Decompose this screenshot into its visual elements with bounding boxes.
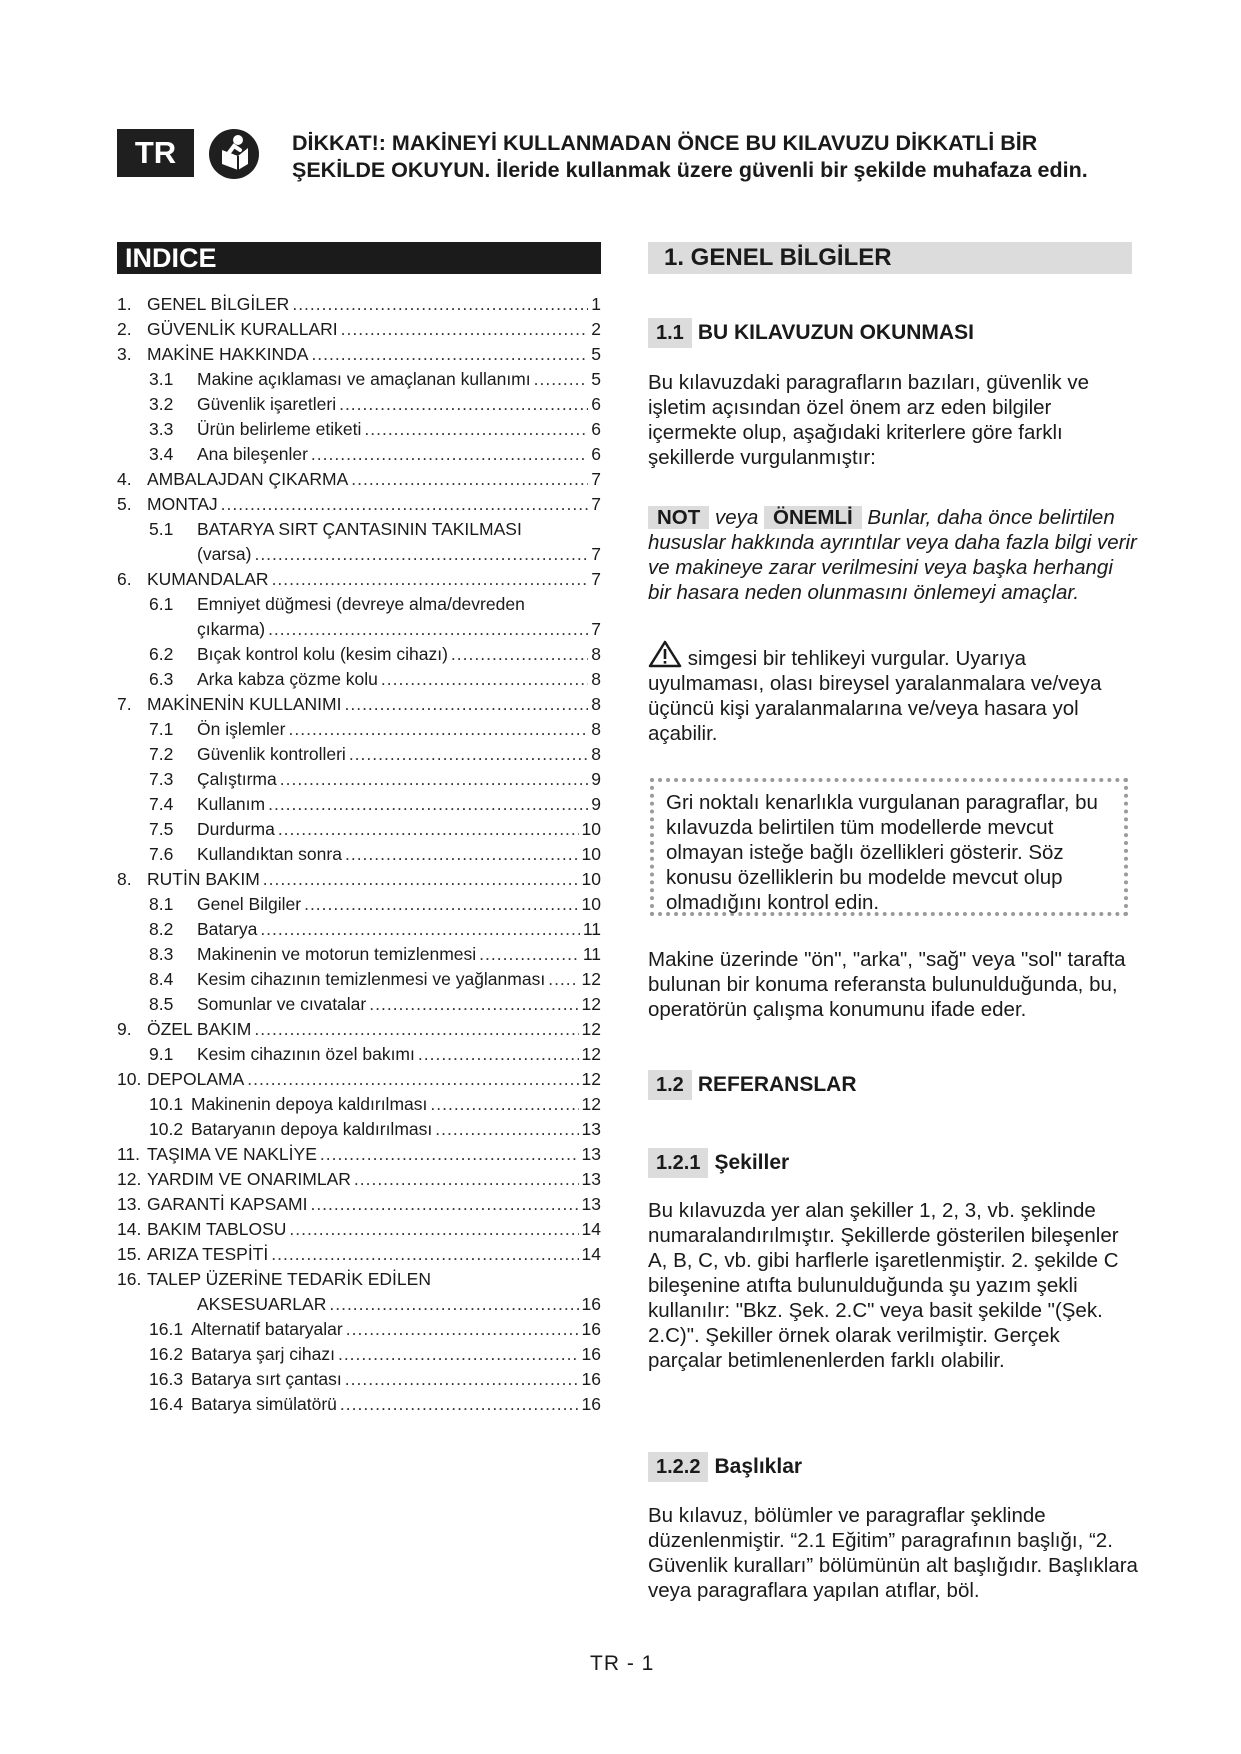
- toc-leader-dots: [548, 967, 578, 992]
- or-text: veya: [714, 506, 759, 529]
- toc-leader-dots: [311, 442, 588, 467]
- toc-entry: [117, 1167, 601, 1192]
- toc-leader-dots: [345, 1367, 579, 1392]
- toc-page: 9: [591, 769, 601, 789]
- toc-entry: [117, 692, 601, 717]
- toc-number: 16.3: [149, 1369, 184, 1389]
- toc-number: 7.5: [149, 819, 174, 839]
- toc-title: BAKIM TABLOSU: [147, 1219, 287, 1239]
- toc-page: 9: [591, 794, 601, 814]
- read-manual-icon: [208, 128, 260, 180]
- toc-title: ÖZEL BAKIM: [147, 1019, 252, 1039]
- toc-page: 2: [591, 319, 601, 339]
- toc-leader-dots: [304, 892, 578, 917]
- toc-title: Arka kabza çözme kolu: [197, 669, 378, 689]
- toc-entry: [117, 317, 601, 342]
- toc-title: ARIZA TESPİTİ: [147, 1244, 269, 1264]
- toc-title: Kullanım: [197, 794, 266, 814]
- toc-leader-dots: [349, 742, 588, 767]
- toc-leader-dots: [430, 1092, 578, 1117]
- toc-page: 12: [581, 969, 601, 989]
- toc-leader-dots: [260, 917, 580, 942]
- toc-number: 12.: [117, 1169, 142, 1189]
- toc-page: 16: [581, 1394, 601, 1414]
- toc-number: 16.: [117, 1269, 142, 1289]
- toc-title: Genel Bilgiler: [197, 894, 302, 914]
- toc-number: 13.: [117, 1194, 142, 1214]
- toc-entry: [149, 1117, 601, 1142]
- toc-title: GÜVENLİK KURALLARI: [147, 319, 338, 339]
- toc-title: Kesim cihazının özel bakımı: [197, 1044, 415, 1064]
- toc-title: MAKİNE HAKKINDA: [147, 344, 309, 364]
- toc-page: 8: [591, 694, 601, 714]
- toc-page: 5: [591, 344, 601, 364]
- toc-number: 4.: [117, 469, 132, 489]
- toc-leader-dots: [354, 1167, 579, 1192]
- toc-entry: [197, 542, 601, 567]
- toc-entry: [149, 1092, 601, 1117]
- toc-page: 16: [581, 1344, 601, 1364]
- subsection-heading-1-2-2: [648, 1452, 802, 1482]
- toc-number: 6.2: [149, 644, 174, 664]
- toc-number: 7.1: [149, 719, 174, 739]
- toc-title: AMBALAJDAN ÇIKARMA: [147, 469, 349, 489]
- toc-entry: [149, 1042, 601, 1067]
- toc-page: 7: [591, 494, 601, 514]
- toc-title: Güvenlik kontrolleri: [197, 744, 346, 764]
- toc-entry: [117, 1267, 601, 1292]
- toc-leader-dots: [364, 417, 588, 442]
- toc-title: Kullandıktan sonra: [197, 844, 342, 864]
- toc-leader-dots: [435, 1117, 578, 1142]
- toc-entry: [149, 742, 601, 767]
- toc-title: Makinenin depoya kaldırılması: [191, 1094, 428, 1114]
- toc-title: Batarya şarj cihazı: [191, 1344, 335, 1364]
- toc-number: 8.: [117, 869, 132, 889]
- toc-number: 10.2: [149, 1119, 184, 1139]
- toc-page: 5: [591, 369, 601, 389]
- toc-title: Ön işlemler: [197, 719, 286, 739]
- toc-number: 6.3: [149, 669, 174, 689]
- warning-line-2: ŞEKİLDE OKUYUN. İleride kullanmak üzere güvenli bir şekilde muhafaza edin.: [292, 158, 1088, 182]
- toc-title: Çalıştırma: [197, 769, 277, 789]
- toc-page: 12: [581, 994, 601, 1014]
- toc-number: 1.: [117, 294, 132, 314]
- note-text: Bunlar, daha önce belirtilen hususlar hakkında ayrıntılar veya daha fazla bilgi verir ve makineye zarar verilmesini veya başka herhangi bir hasara neden olunmasını önlemeyi amaçlar.: [648, 506, 1137, 604]
- toc-number: 8.2: [149, 919, 174, 939]
- toc-page: 7: [591, 569, 601, 589]
- toc-title: Kesim cihazının temizlenmesi ve yağlanması: [197, 969, 546, 989]
- toc-title: Ana bileşenler: [197, 444, 308, 464]
- toc-page: 11: [582, 944, 601, 964]
- toc-leader-dots: [311, 342, 588, 367]
- toc-title: TAŞIMA VE NAKLİYE: [147, 1144, 317, 1164]
- toc-page: 14: [581, 1244, 601, 1264]
- toc-page: 12: [581, 1019, 601, 1039]
- toc-number: 7.4: [149, 794, 174, 814]
- toc-number: 5.1: [149, 519, 174, 539]
- toc-number: 2.: [117, 319, 132, 339]
- toc-page: 12: [581, 1044, 601, 1064]
- toc-entry: [197, 1292, 601, 1317]
- toc-number: 7.3: [149, 769, 174, 789]
- toc-page: 12: [581, 1069, 601, 1089]
- toc-number: 3.4: [149, 444, 174, 464]
- toc-number: 7.6: [149, 844, 174, 864]
- toc-leader-dots: [263, 867, 579, 892]
- subsection-title: BU KILAVUZUN OKUNMASI: [697, 321, 974, 344]
- paragraph-orientation: Makine üzerinde "ön", "arka", "sağ" veya "sol" tarafta bulunan bir konuma referansta bulunulduğunda, bu, operatörün çalışma konumunu ifade eder.: [648, 948, 1126, 1021]
- toc-leader-dots: [351, 467, 588, 492]
- subsection-title: REFERANSLAR: [697, 1073, 857, 1096]
- toc-entry: [117, 567, 601, 592]
- toc-title: Makine açıklaması ve amaçlanan kullanımı: [197, 369, 531, 389]
- toc-entry: [149, 817, 601, 842]
- toc-title: Emniyet düğmesi (devreye alma/devreden: [197, 594, 525, 614]
- optional-features-box: Gri noktalı kenarlıkla vurgulanan paragraflar, bu kılavuzda belirtilen tüm modellerde mevcut olmayan isteğe bağlı özellikleri gösterir. Söz konusu özelliklerin bu modelde mevcut olup olmadığını kontrol edin.: [650, 778, 1128, 916]
- safety-warning: [292, 130, 1172, 184]
- toc-leader-dots: [344, 692, 588, 717]
- toc-entry: [149, 992, 601, 1017]
- subsection-heading-1-2: [648, 1070, 856, 1100]
- toc-leader-dots: [341, 317, 589, 342]
- toc-entry: [117, 1142, 601, 1167]
- subsection-number: 1.2.1: [648, 1148, 708, 1178]
- paragraph-headings: Bu kılavuz, bölümler ve paragraflar şeklinde düzenlenmiştir. “2.1 Eğitim” paragrafının başlığı, “2. Güvenlik kuralları” bölümünün alt başlığıdır. Başlıklara veya paragraflara yapılan atıflar, böl.: [648, 1504, 1138, 1602]
- toc-entry: [117, 292, 601, 317]
- paragraph-intro: Bu kılavuzdaki paragrafların bazıları, güvenlik ve işletim açısından özel önem arz eden bilgiler içermekte olup, aşağıdaki kriterlere göre farklı şekillerde vurgulanmıştır:: [648, 371, 1089, 469]
- toc-title: Durdurma: [197, 819, 275, 839]
- toc-entry: [149, 967, 601, 992]
- toc-leader-dots: [338, 1342, 579, 1367]
- warning-triangle-icon: [648, 640, 682, 668]
- toc-page: 11: [582, 919, 601, 939]
- toc-title: Güvenlik işaretleri: [197, 394, 337, 414]
- danger-text: simgesi bir tehlikeyi vurgular. Uyarıya uyulmaması, olası bireysel yaralanmalara ve/veya üçüncü kişi yaralanmalarına ve/veya hasara yol açabilir.: [648, 647, 1102, 745]
- toc-title: MAKİNENİN KULLANIMI: [147, 694, 342, 714]
- toc-leader-dots: [346, 1317, 579, 1342]
- toc-number: 10.: [117, 1069, 142, 1089]
- toc-entry: [149, 667, 601, 692]
- toc-title: MONTAJ: [147, 494, 218, 514]
- toc-number: 6.: [117, 569, 132, 589]
- toc-entry: [117, 1242, 601, 1267]
- toc-number: 8.5: [149, 994, 174, 1014]
- toc-leader-dots: [268, 792, 588, 817]
- toc-number: 3.: [117, 344, 132, 364]
- toc-page: 10: [581, 844, 601, 864]
- toc-leader-dots: [268, 617, 588, 642]
- toc-leader-dots: [254, 542, 588, 567]
- toc-entry: [117, 492, 601, 517]
- toc-page: 8: [591, 669, 601, 689]
- toc-leader-dots: [329, 1292, 578, 1317]
- toc-title: TALEP ÜZERİNE TEDARİK EDİLEN: [147, 1269, 431, 1289]
- toc-number: 8.3: [149, 944, 174, 964]
- toc-entry: [149, 642, 601, 667]
- toc-title: Alternatif bataryalar: [191, 1319, 343, 1339]
- toc-page: 13: [581, 1169, 601, 1189]
- page-number: TR - 1: [590, 1652, 655, 1675]
- toc-number: 6.1: [149, 594, 174, 614]
- toc-leader-dots: [272, 567, 589, 592]
- index-title: INDICE: [117, 242, 601, 274]
- toc-leader-dots: [221, 492, 589, 517]
- toc-title: AKSESUARLAR: [197, 1294, 327, 1314]
- subsection-heading-1-1: [648, 318, 974, 348]
- toc-page: 12: [581, 1094, 601, 1114]
- toc-number: 7.: [117, 694, 132, 714]
- toc-number: 9.: [117, 1019, 132, 1039]
- toc-entry: [117, 1017, 601, 1042]
- toc-title: (varsa): [197, 544, 252, 564]
- toc-leader-dots: [289, 1217, 578, 1242]
- toc-entry: [149, 1342, 601, 1367]
- toc-page: 7: [591, 544, 601, 564]
- toc-number: 5.: [117, 494, 132, 514]
- toc-entry: [197, 617, 601, 642]
- toc-number: 16.2: [149, 1344, 184, 1364]
- toc-page: 7: [591, 619, 601, 639]
- toc-title: KUMANDALAR: [147, 569, 269, 589]
- toc-page: 13: [581, 1194, 601, 1214]
- toc-number: 9.1: [149, 1044, 174, 1064]
- toc-entry: [149, 517, 601, 542]
- toc-title: Batarya sırt çantası: [191, 1369, 342, 1389]
- warning-line-1: DİKKAT!: MAKİNEYİ KULLANMADAN ÖNCE BU KILAVUZU DİKKATLİ BİR: [292, 131, 1038, 155]
- note-label: NOT: [648, 506, 709, 529]
- toc-title: çıkarma): [197, 619, 266, 639]
- toc-leader-dots: [479, 942, 580, 967]
- toc-leader-dots: [418, 1042, 579, 1067]
- toc-number: 11.: [117, 1144, 141, 1164]
- toc-entry: [149, 892, 601, 917]
- toc-entry: [117, 1067, 601, 1092]
- toc-page: 13: [581, 1144, 601, 1164]
- toc-title: Bataryanın depoya kaldırılması: [191, 1119, 433, 1139]
- toc-number: 10.1: [149, 1094, 184, 1114]
- toc-page: 13: [581, 1119, 601, 1139]
- toc-leader-dots: [247, 1067, 578, 1092]
- toc-page: 14: [581, 1219, 601, 1239]
- subsection-heading-1-2-1: [648, 1148, 789, 1178]
- toc-number: 7.2: [149, 744, 174, 764]
- toc-page: 8: [591, 744, 601, 764]
- toc-entry: [117, 867, 601, 892]
- toc-leader-dots: [369, 992, 578, 1017]
- toc-leader-dots: [254, 1017, 578, 1042]
- toc-entry: [149, 717, 601, 742]
- toc-entry: [149, 442, 601, 467]
- toc-title: Batarya: [197, 919, 258, 939]
- toc-leader-dots: [280, 767, 589, 792]
- toc-leader-dots: [339, 392, 588, 417]
- toc-title: Batarya simülatörü: [191, 1394, 337, 1414]
- toc-leader-dots: [340, 1392, 579, 1417]
- toc-entry: [149, 392, 601, 417]
- toc-entry: [149, 842, 601, 867]
- toc-entry: [149, 917, 601, 942]
- toc-page: 8: [591, 719, 601, 739]
- toc-number: 15.: [117, 1244, 142, 1264]
- toc-entry: [149, 1367, 601, 1392]
- toc-title: DEPOLAMA: [147, 1069, 245, 1089]
- toc-entry: [149, 767, 601, 792]
- paragraph-danger: [648, 640, 1138, 746]
- toc-title: RUTİN BAKIM: [147, 869, 260, 889]
- toc-title: GENEL BİLGİLER: [147, 294, 290, 314]
- subsection-title: Şekiller: [714, 1151, 790, 1174]
- toc-number: 8.4: [149, 969, 174, 989]
- toc-title: GARANTİ KAPSAMI: [147, 1194, 308, 1214]
- toc-page: 16: [581, 1369, 601, 1389]
- toc-number: 16.1: [149, 1319, 184, 1339]
- toc-page: 10: [581, 894, 601, 914]
- section-heading-1: 1. GENEL BİLGİLER: [648, 242, 1132, 274]
- toc-page: 1: [591, 294, 601, 314]
- toc-entry: [149, 367, 601, 392]
- toc-page: 16: [581, 1294, 601, 1314]
- toc-entry: [117, 1217, 601, 1242]
- toc-page: 7: [591, 469, 601, 489]
- subsection-number: 1.2.2: [648, 1452, 708, 1482]
- toc-number: 3.1: [149, 369, 174, 389]
- toc-entry: [149, 1392, 601, 1417]
- toc-leader-dots: [320, 1142, 579, 1167]
- toc-leader-dots: [310, 1192, 578, 1217]
- toc-leader-dots: [451, 642, 588, 667]
- toc-entry: [149, 417, 601, 442]
- toc-page: 6: [591, 444, 601, 464]
- toc-entry: [149, 942, 601, 967]
- toc-entry: [149, 1317, 601, 1342]
- toc-leader-dots: [292, 292, 588, 317]
- toc-entry: [117, 1192, 601, 1217]
- toc-leader-dots: [534, 367, 589, 392]
- toc-page: 6: [591, 419, 601, 439]
- toc-entry: [117, 342, 601, 367]
- toc-leader-dots: [345, 842, 579, 867]
- toc-number: 14.: [117, 1219, 142, 1239]
- toc-number: 8.1: [149, 894, 174, 914]
- toc-number: 3.3: [149, 419, 174, 439]
- toc-page: 16: [581, 1319, 601, 1339]
- toc-leader-dots: [289, 717, 589, 742]
- important-label: ÖNEMLİ: [764, 506, 862, 529]
- toc-number: 3.2: [149, 394, 174, 414]
- toc-leader-dots: [278, 817, 579, 842]
- language-badge: TR: [117, 129, 194, 177]
- toc-title: Ürün belirleme etiketi: [197, 419, 362, 439]
- toc-title: Somunlar ve cıvatalar: [197, 994, 367, 1014]
- subsection-title: Başlıklar: [714, 1455, 803, 1478]
- toc-page: 10: [581, 819, 601, 839]
- subsection-number: 1.1: [648, 318, 692, 348]
- toc-title: Bıçak kontrol kolu (kesim cihazı): [197, 644, 448, 664]
- paragraph-note: [648, 505, 1138, 605]
- toc-number: 16.4: [149, 1394, 184, 1414]
- toc-entry: [149, 792, 601, 817]
- subsection-number: 1.2: [648, 1070, 692, 1100]
- toc-entry: [149, 592, 601, 617]
- toc-leader-dots: [381, 667, 588, 692]
- toc-title: Makinenin ve motorun temizlenmesi: [197, 944, 477, 964]
- toc-page: 8: [591, 644, 601, 664]
- toc-page: 6: [591, 394, 601, 414]
- toc-page: 10: [581, 869, 601, 889]
- toc-leader-dots: [271, 1242, 578, 1267]
- toc-title: BATARYA SIRT ÇANTASININ TAKILMASI: [197, 519, 522, 539]
- toc-title: YARDIM VE ONARIMLAR: [147, 1169, 351, 1189]
- paragraph-figures: Bu kılavuzda yer alan şekiller 1, 2, 3, vb. şeklinde numaralandırılmıştır. Şekillerde gösterilen bileşenler A, B, C, vb. gibi harflerle işaretlenmiştir. 2. şekilde C bileşenine atıfta bulunulduğunda şu yazım şekli kullanılır: "Bkz. Şek. 2.C" veya basit şekilde "(Şek. 2.C)". Şekiller örnek olarak verilmiştir. Gerçek parçalar betimlenenlerden farklı olabilir.: [648, 1199, 1119, 1372]
- toc-entry: [117, 467, 601, 492]
